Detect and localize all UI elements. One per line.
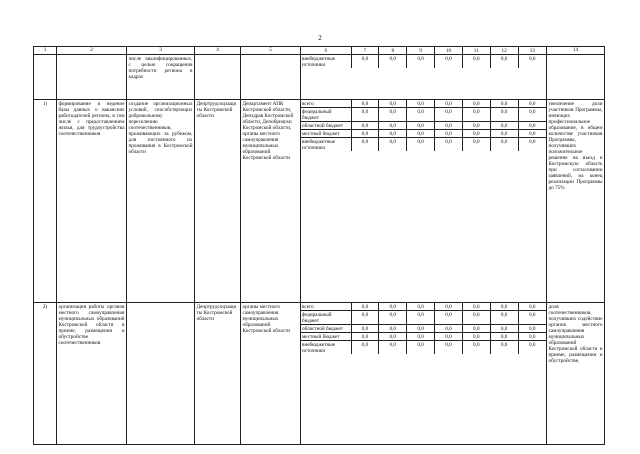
header-cell: 1 — [34, 47, 57, 55]
cell-responsible: Депртрудсоцзащиты Костромской области — [195, 303, 241, 445]
funding-source-label: областной бюджет — [301, 325, 351, 333]
header-row — [34, 47, 605, 55]
funding-value: 0,0 — [407, 108, 435, 122]
funding-value: 0,0 — [435, 122, 463, 130]
funding-value: 0,0 — [490, 122, 518, 130]
funding-value: 0,0 — [407, 100, 435, 108]
funding-value: 0,0 — [518, 122, 546, 130]
cell-indicator: доля соотечественников, получивших содействие органов местного самоуправления муниципальных образований Костромской области в приеме, размещении и обустройстве, — [547, 303, 605, 445]
funding-value: 0,0 — [518, 303, 546, 311]
funding-value: 0,0 — [379, 341, 407, 355]
funding-value: 0,0 — [462, 333, 490, 341]
funding-value: 0,0 — [407, 122, 435, 130]
header-cell: 5 — [241, 47, 301, 55]
funding-value: 0,0 — [462, 100, 490, 108]
funding-value: 0,0 — [407, 138, 435, 152]
funding-value: 0,0 — [490, 311, 518, 325]
cell-responsible — [195, 55, 241, 100]
funding-value: 0,0 — [529, 138, 536, 145]
funding-value: 0,0 — [518, 311, 546, 325]
funding-value: 0,0 — [351, 341, 379, 355]
cell-indicator — [547, 55, 605, 100]
funding-table — [301, 55, 546, 68]
funding-source-row — [301, 55, 546, 68]
cell-coexecutors: Департамент АПК Костромской области, Депздрав Костромской области, Депобрнауки Костромской области, органы местного самоуправления муниципальных образований Костромской области — [241, 100, 301, 303]
funding-source-row — [301, 130, 546, 138]
funding-value: 0,0 — [435, 341, 463, 355]
funding-source-label: внебюджетные источники — [301, 55, 351, 68]
funding-value: 0,0 — [379, 108, 407, 122]
funding-source-label: местный бюджет — [301, 333, 351, 341]
funding-value: 0,0 — [518, 100, 546, 108]
header-cell: 6 — [301, 47, 351, 54]
funding-value: 0,0 — [351, 100, 379, 108]
funding-source-label: федеральный бюджет — [301, 108, 351, 122]
funding-value: 0,0 — [490, 325, 518, 333]
funding-value: 0,0 — [490, 303, 518, 311]
funding-value: 0,0 — [379, 55, 407, 68]
funding-value: 0,0 — [462, 122, 490, 130]
funding-value: 0,0 — [435, 55, 463, 68]
funding-value: 0,0 — [529, 55, 536, 62]
cell-num: 2) — [34, 303, 57, 445]
funding-source-label: федеральный бюджет — [301, 311, 351, 325]
funding-value: 0,0 — [462, 108, 490, 122]
funding-value: 0,0 — [462, 311, 490, 325]
funding-value: 0,0 — [490, 333, 518, 341]
cell-activity — [57, 55, 127, 100]
page-number: 2 — [318, 34, 322, 42]
funding-value: 0,0 — [529, 341, 536, 348]
funding-value: 0,0 — [407, 311, 435, 325]
header-cell: 11 — [462, 47, 490, 54]
cell-num: 1) — [34, 100, 57, 303]
header-cell: 3 — [127, 47, 195, 55]
funding-value: 0,0 — [379, 122, 407, 130]
funding-value: 0,0 — [407, 333, 435, 341]
funding-value: 0,0 — [462, 130, 490, 138]
funding-value: 0,0 — [462, 138, 490, 152]
funding-value: 0,0 — [490, 138, 518, 152]
funding-value: 0,0 — [351, 55, 379, 68]
header-cell: 12 — [490, 47, 518, 54]
funding-value: 0,0 — [435, 100, 463, 108]
funding-value: 0,0 — [518, 130, 546, 138]
cell-goal — [127, 303, 195, 445]
funding-value: 0,0 — [490, 100, 518, 108]
cell-coexecutors — [241, 55, 301, 100]
funding-value: 0,0 — [407, 130, 435, 138]
program-table — [33, 46, 605, 445]
funding-source-row — [301, 311, 546, 325]
header-cell: 8 — [379, 47, 407, 54]
funding-value: 0,0 — [435, 311, 463, 325]
funding-source-row — [301, 122, 546, 130]
funding-value: 0,0 — [462, 341, 490, 355]
funding-source-label: всего — [301, 303, 351, 311]
funding-value: 0,0 — [518, 108, 546, 122]
funding-source-row — [301, 100, 546, 108]
table-row — [34, 55, 605, 100]
cell-coexecutors: органы местного самоуправления муниципальных образований Костромской области — [241, 303, 301, 445]
cell-goal: числе квалифицированных, с целью сокращения потребности региона в кадрах — [127, 55, 195, 100]
funding-value: 0,0 — [407, 341, 435, 355]
funding-value: 0,0 — [518, 325, 546, 333]
funding-block — [301, 303, 547, 445]
funding-source-row — [301, 333, 546, 341]
funding-value: 0,0 — [407, 55, 435, 68]
funding-value: 0,0 — [351, 130, 379, 138]
cell-activity: организация работы органов местного самоуправления муниципальных образований Костромской области в приеме, размещении и обустройстве соотечественников — [57, 303, 127, 445]
funding-source-row — [301, 341, 546, 355]
funding-value: 0,0 — [435, 325, 463, 333]
header-cell: 4 — [195, 47, 241, 55]
funding-value: 0,0 — [490, 55, 518, 68]
funding-block — [301, 100, 547, 303]
table-row — [34, 100, 605, 303]
header-subgroup — [301, 47, 547, 55]
funding-source-row — [301, 138, 546, 152]
funding-value: 0,0 — [351, 333, 379, 341]
funding-value: 0,0 — [351, 303, 379, 311]
funding-source-row — [301, 325, 546, 333]
funding-source-label: всего — [301, 100, 351, 108]
funding-value: 0,0 — [518, 333, 546, 341]
funding-source-label: внебюджетные источники — [301, 341, 351, 355]
funding-value: 0,0 — [379, 100, 407, 108]
funding-value: 0,0 — [379, 130, 407, 138]
funding-value: 0,0 — [351, 138, 379, 152]
cell-indicator: увеличение доли участников Программы, имеющих профессиональное образование, в общем количестве участников Программы, получивших положительное решение на въезд в Костромскую область при согласовании заявлений, на конец реализации Программы до 75% — [547, 100, 605, 303]
funding-value: 0,0 — [379, 333, 407, 341]
cell-num — [34, 55, 57, 100]
funding-value: 0,0 — [351, 122, 379, 130]
funding-value: 0,0 — [379, 311, 407, 325]
funding-value: 0,0 — [351, 108, 379, 122]
funding-table — [301, 303, 546, 354]
funding-value: 0,0 — [462, 55, 490, 68]
funding-value: 0,0 — [435, 130, 463, 138]
table-row — [34, 303, 605, 445]
funding-source-label: внебюджетные источники — [301, 138, 351, 152]
funding-value: 0,0 — [462, 303, 490, 311]
header-cell: 13 — [529, 47, 535, 54]
funding-value: 0,0 — [407, 325, 435, 333]
funding-value: 0,0 — [435, 333, 463, 341]
funding-source-row — [301, 303, 546, 311]
funding-value: 0,0 — [407, 303, 435, 311]
funding-source-label: областной бюджет — [301, 122, 351, 130]
funding-value: 0,0 — [379, 303, 407, 311]
funding-value: 0,0 — [435, 138, 463, 152]
header-cell: 2 — [57, 47, 127, 55]
cell-goal: создание организационных условий, способствующих добровольному переселению соотечественников, проживающих за рубежом, для постоянного их проживания в Костромской области — [127, 100, 195, 303]
funding-value: 0,0 — [351, 311, 379, 325]
funding-value: 0,0 — [490, 130, 518, 138]
funding-table — [301, 100, 546, 151]
funding-value: 0,0 — [490, 341, 518, 355]
header-cell: 14 — [547, 47, 605, 55]
cell-activity: формирование и ведение базы данных о вакансиях работодателей региона, в том числе с предоставлением жилья, для трудоустройства соотечественников — [57, 100, 127, 303]
funding-value: 0,0 — [379, 325, 407, 333]
funding-value: 0,0 — [351, 325, 379, 333]
cell-responsible: Депртрудсоцзащиты Костромской области — [195, 100, 241, 303]
funding-value: 0,0 — [435, 108, 463, 122]
header-cell: 10 — [435, 47, 463, 54]
funding-value: 0,0 — [379, 138, 407, 152]
header-cell: 7 — [351, 47, 379, 54]
funding-source-row — [301, 108, 546, 122]
funding-value: 0,0 — [490, 108, 518, 122]
header-cell: 9 — [407, 47, 435, 54]
funding-block — [301, 55, 547, 100]
funding-source-label: местный бюджет — [301, 130, 351, 138]
funding-value: 0,0 — [435, 303, 463, 311]
funding-value: 0,0 — [462, 325, 490, 333]
